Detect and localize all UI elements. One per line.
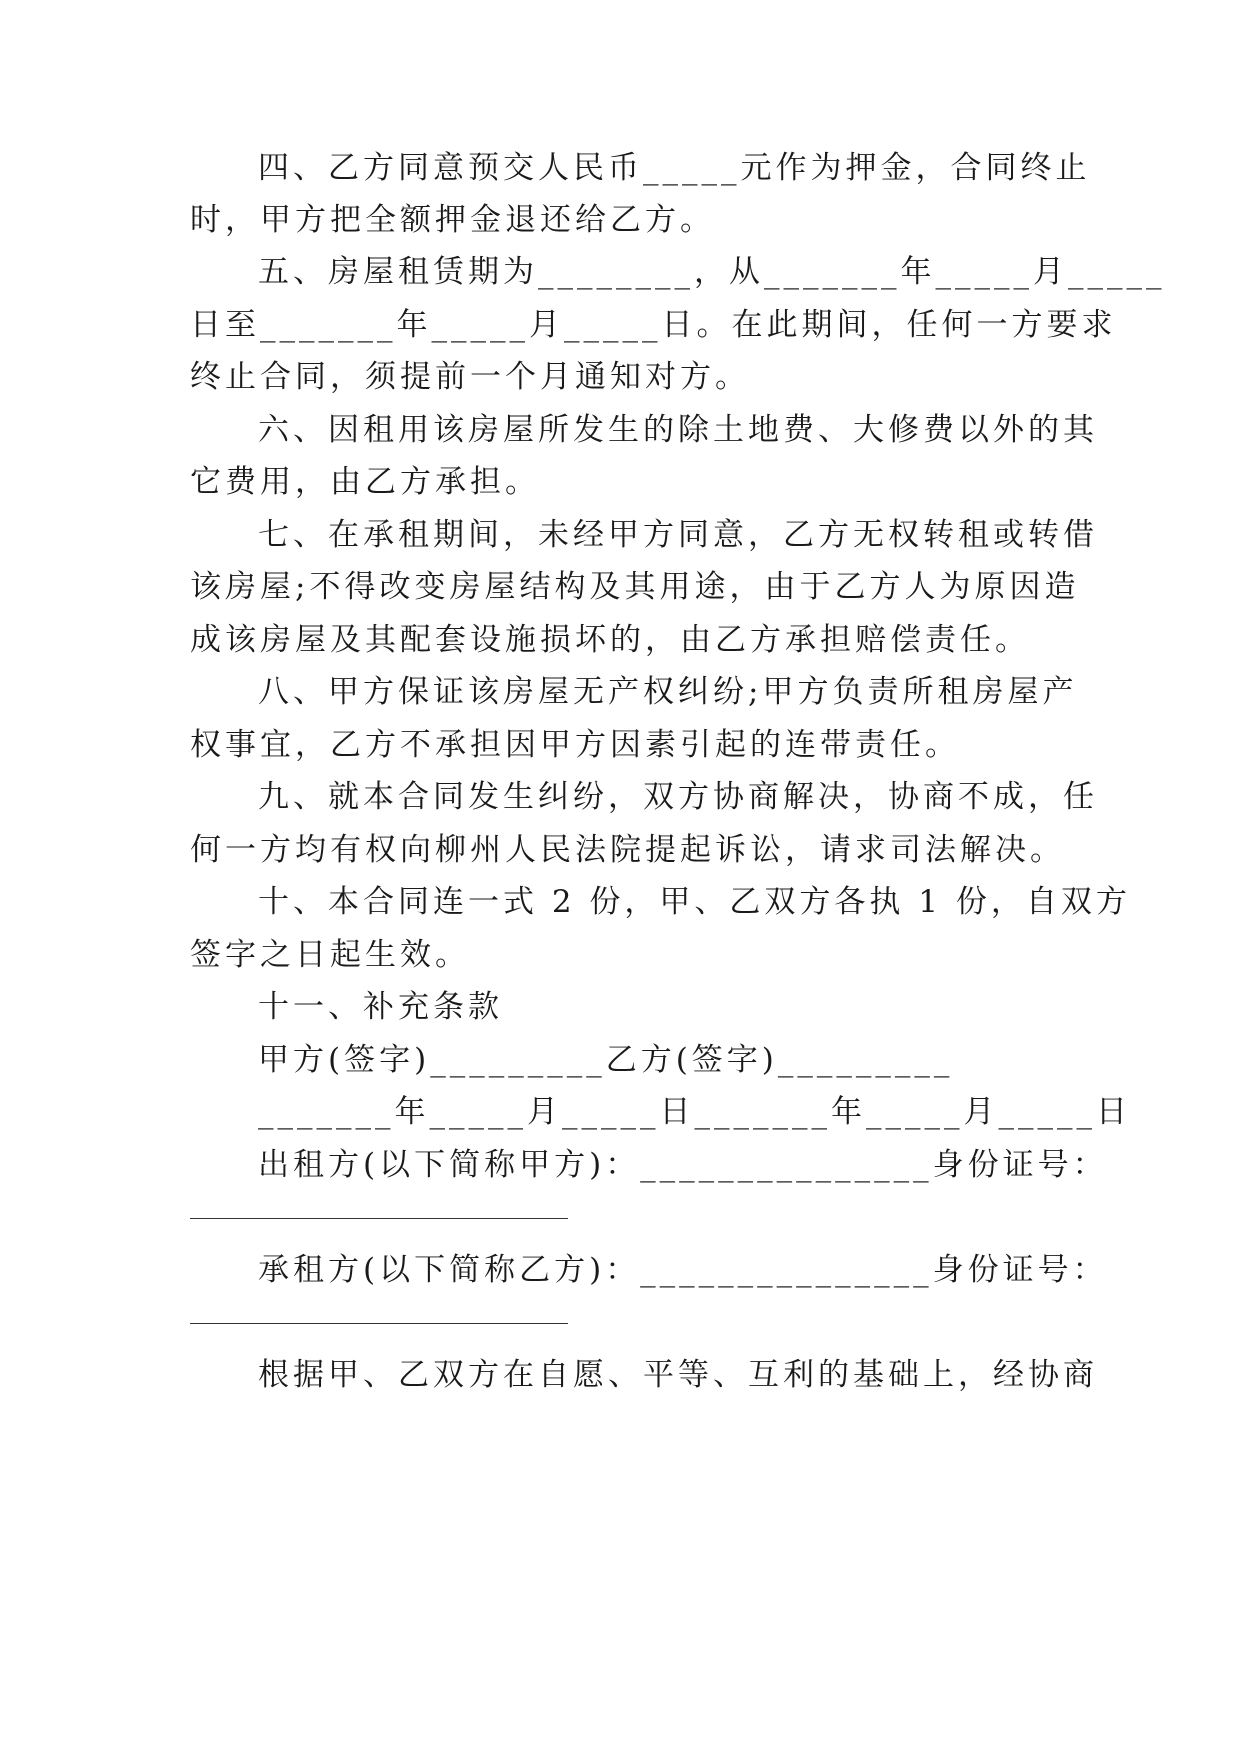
lessee-line: 承租方(以下简称乙方)：_______________身份证号： [258,1252,1108,1288]
clause-9-line-1: 九、就本合同发生纠纷，双方协商解决，协商不成，任 [258,779,1098,815]
lessee-id-blank [190,1323,568,1324]
signature-line: 甲方(签字)_________乙方(签字)_________ [258,1042,954,1078]
clause-4-line-1: 四、乙方同意预交人民币_____元作为押金，合同终止 [258,150,1091,186]
lessor-id-blank [190,1218,568,1219]
clause-10-line-1: 十、本合同连一式 2 份，甲、乙双方各执 1 份，自双方 [258,884,1131,920]
clause-11-heading: 十一、补充条款 [258,989,503,1025]
date-line: _______年_____月_____日_______年_____月_____日 [258,1094,1131,1130]
clause-8-line-2: 权事宜，乙方不承担因甲方因素引起的连带责任。 [190,727,960,763]
clause-5-line-1: 五、房屋租赁期为________，从_______年_____月_____ [258,254,1166,290]
clause-7-line-2: 该房屋;不得改变房屋结构及其用途，由于乙方人为原因造 [190,569,1080,605]
clause-7-line-1: 七、在承租期间，未经甲方同意，乙方无权转租或转借 [258,517,1098,553]
clause-10-line-2: 签字之日起生效。 [190,937,470,973]
clause-5-line-3: 终止合同，须提前一个月通知对方。 [190,359,750,395]
clause-8-line-1: 八、甲方保证该房屋无产权纠纷;甲方负责所租房屋产 [258,674,1078,710]
lessor-line: 出租方(以下简称甲方)：_______________身份证号： [258,1147,1108,1183]
clause-9-line-2: 何一方均有权向柳州人民法院提起诉讼，请求司法解决。 [190,832,1065,868]
clause-6-line-2: 它费用，由乙方承担。 [190,464,540,500]
clause-7-line-3: 成该房屋及其配套设施损坏的，由乙方承担赔偿责任。 [190,622,1030,658]
clause-6-line-1: 六、因租用该房屋所发生的除土地费、大修费以外的其 [258,412,1098,448]
preamble-line: 根据甲、乙双方在自愿、平等、互利的基础上，经协商 [258,1357,1098,1393]
clause-5-line-2: 日至_______年_____月_____日。在此期间，任何一方要求 [190,307,1117,343]
clause-4-line-2: 时，甲方把全额押金退还给乙方。 [190,202,715,238]
